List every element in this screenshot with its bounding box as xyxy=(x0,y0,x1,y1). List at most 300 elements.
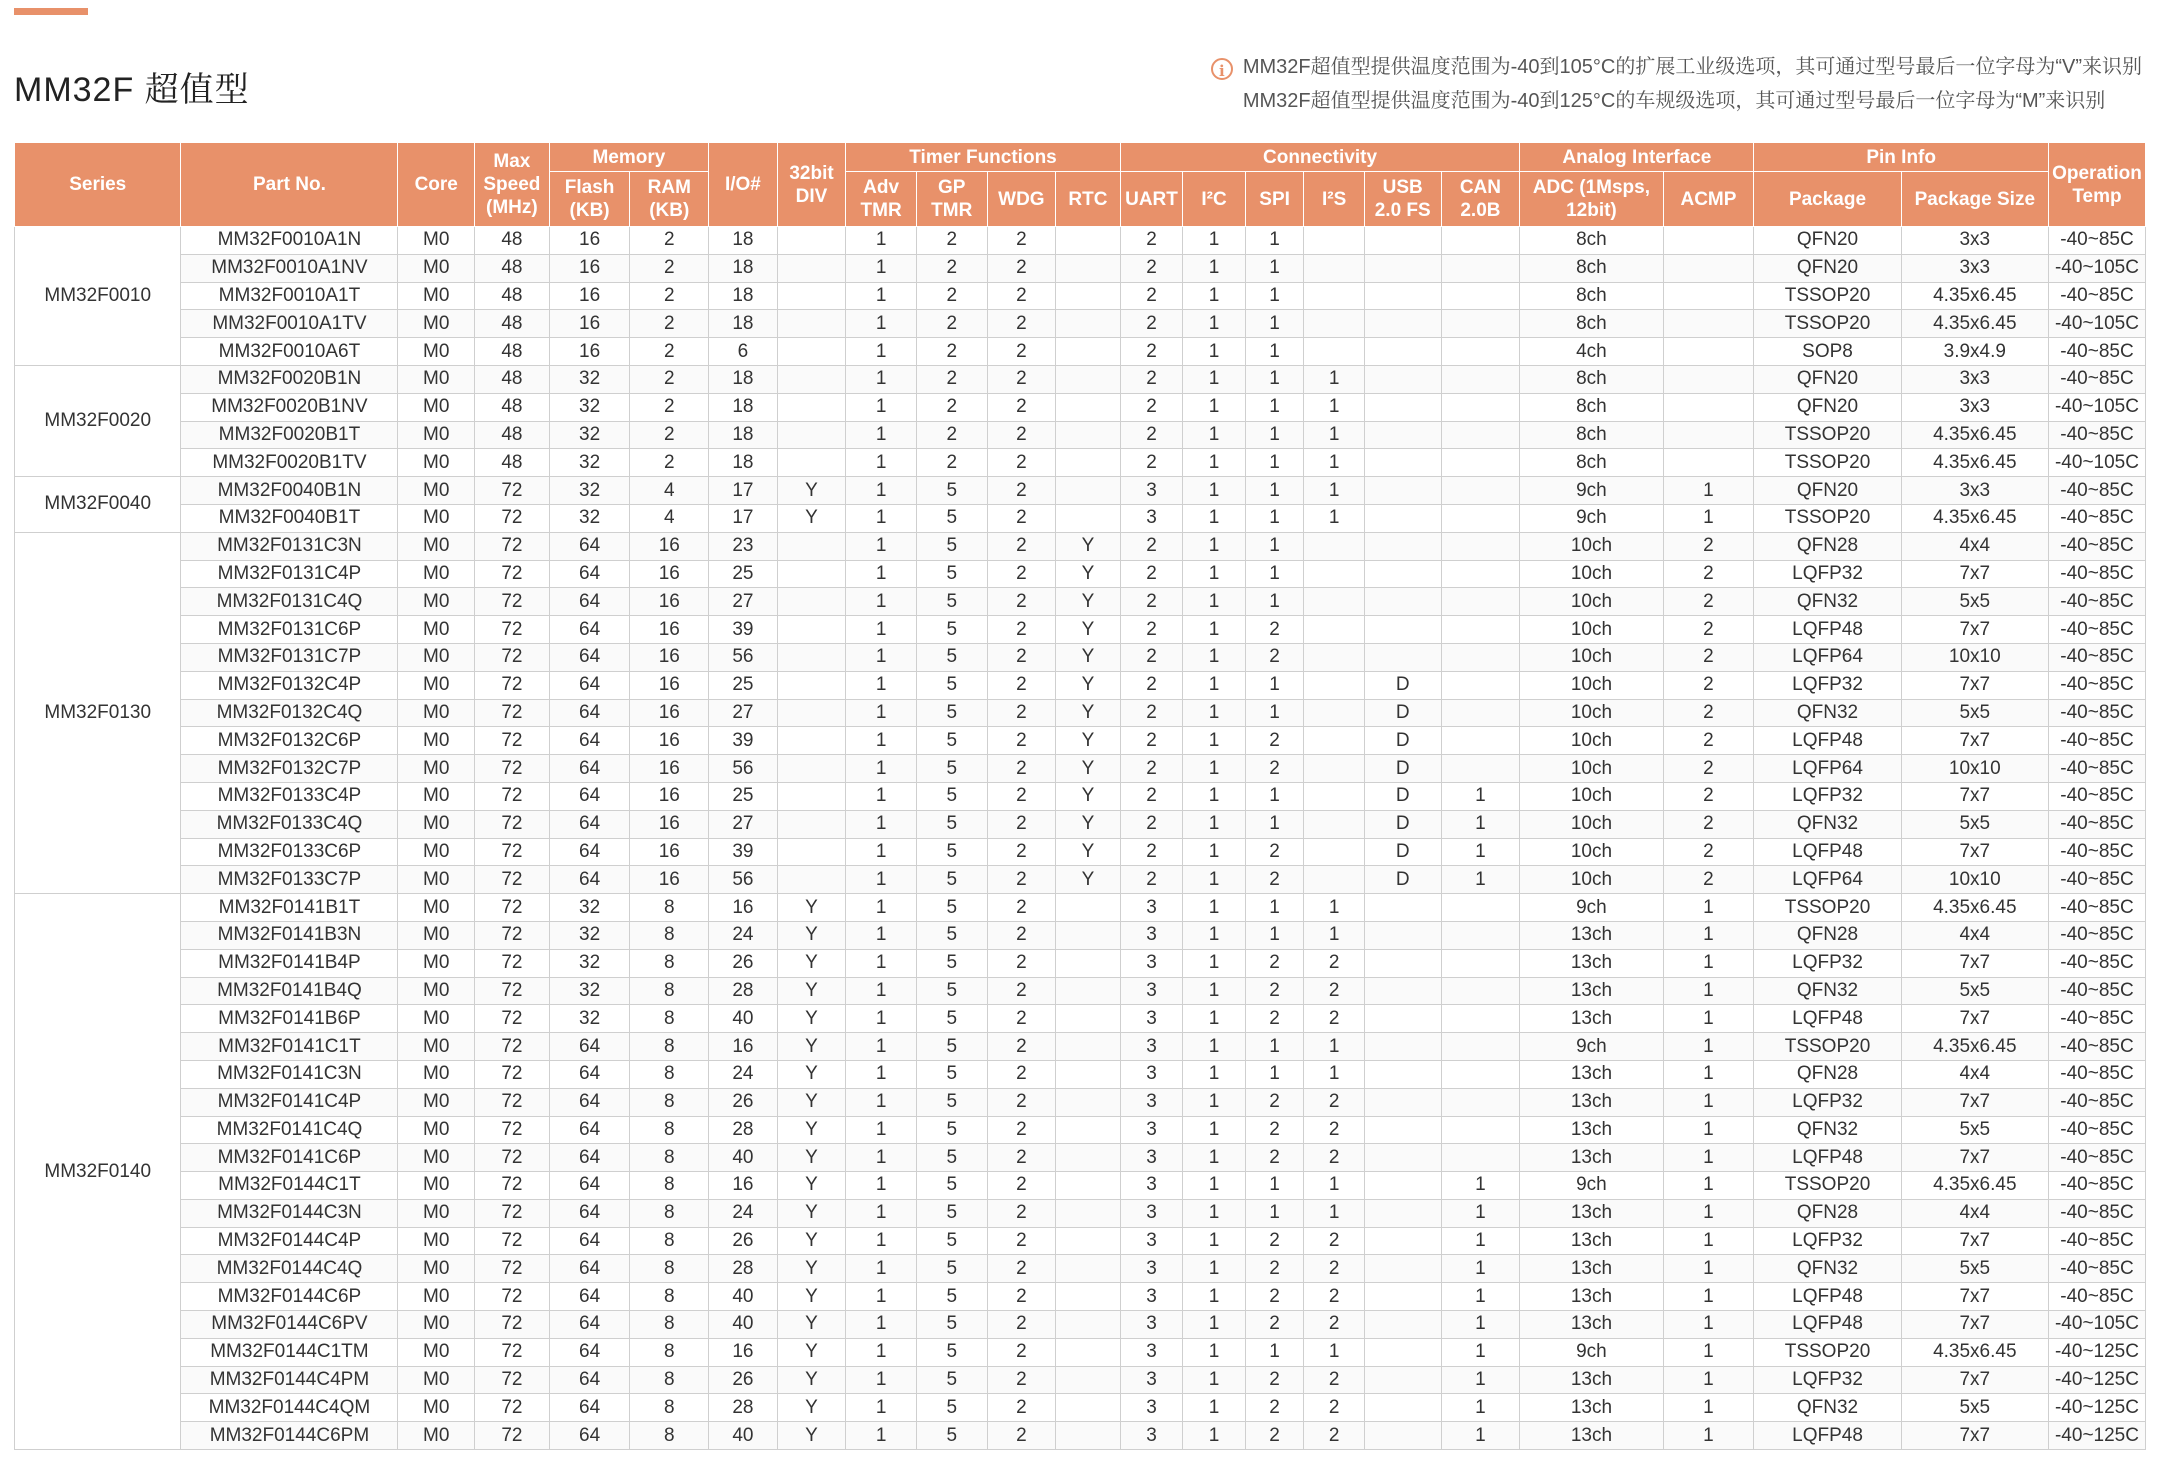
table-cell: 2 xyxy=(1120,727,1183,755)
title-accent-bar xyxy=(14,8,88,15)
table-row xyxy=(15,866,2146,894)
table-cell xyxy=(1364,1311,1441,1339)
table-cell: 64 xyxy=(549,838,630,866)
table-cell: TSSOP20 xyxy=(1754,421,1901,449)
table-cell: 1 xyxy=(1245,310,1304,338)
table-cell: 1 xyxy=(1245,393,1304,421)
table-cell: 8 xyxy=(630,1283,709,1311)
table-cell: M0 xyxy=(398,1060,475,1088)
table-cell: TSSOP20 xyxy=(1754,504,1901,532)
table-cell: Y xyxy=(777,1172,846,1200)
table-cell: M0 xyxy=(398,1088,475,1116)
table-cell: 48 xyxy=(475,421,550,449)
table-cell: 1 xyxy=(846,1283,917,1311)
table-cell: 64 xyxy=(549,1283,630,1311)
table-cell: 1 xyxy=(846,643,917,671)
table-cell: 4.35x6.45 xyxy=(1901,504,2048,532)
table-cell xyxy=(1304,838,1365,866)
table-cell xyxy=(1364,1227,1441,1255)
table-row xyxy=(15,1283,2146,1311)
table-cell xyxy=(777,616,846,644)
header-wdg: WDG xyxy=(987,172,1056,227)
table-cell: 1 xyxy=(1663,1394,1754,1422)
table-cell: QFN28 xyxy=(1754,921,1901,949)
table-cell xyxy=(1441,671,1520,699)
table-cell: M0 xyxy=(398,866,475,894)
table-cell: Y xyxy=(1056,616,1121,644)
table-cell: 72 xyxy=(475,1422,550,1450)
table-cell: 18 xyxy=(709,393,778,421)
table-cell: M0 xyxy=(398,1172,475,1200)
table-cell: 1 xyxy=(846,588,917,616)
table-cell: M0 xyxy=(398,1338,475,1366)
table-cell: 9ch xyxy=(1520,894,1663,922)
table-cell: -40~125C xyxy=(2048,1366,2145,1394)
table-cell: 1 xyxy=(1183,1172,1246,1200)
table-cell: 5 xyxy=(916,1227,987,1255)
table-cell: 7x7 xyxy=(1901,560,2048,588)
table-cell: D xyxy=(1364,699,1441,727)
table-cell: 16 xyxy=(630,616,709,644)
table-cell: QFN32 xyxy=(1754,810,1901,838)
table-cell: LQFP32 xyxy=(1754,1366,1901,1394)
table-cell: 1 xyxy=(1304,421,1365,449)
table-cell: M0 xyxy=(398,1366,475,1394)
table-cell xyxy=(1663,338,1754,366)
table-cell xyxy=(1441,421,1520,449)
table-cell: 4x4 xyxy=(1901,532,2048,560)
table-cell: 1 xyxy=(846,1422,917,1450)
table-cell: 1 xyxy=(1183,421,1246,449)
table-cell: 2 xyxy=(987,866,1056,894)
table-cell: 1 xyxy=(1663,921,1754,949)
table-cell: 5 xyxy=(916,949,987,977)
table-cell: 16 xyxy=(549,338,630,366)
table-cell: QFN32 xyxy=(1754,1394,1901,1422)
table-cell: M0 xyxy=(398,1005,475,1033)
table-cell xyxy=(1056,310,1121,338)
table-cell: -40~85C xyxy=(2048,365,2145,393)
header-flash: Flash (KB) xyxy=(549,172,630,227)
table-cell: 2 xyxy=(1245,1311,1304,1339)
table-cell: 8 xyxy=(630,1088,709,1116)
table-cell: 64 xyxy=(549,1199,630,1227)
table-cell: 8 xyxy=(630,894,709,922)
table-cell: 2 xyxy=(987,838,1056,866)
table-cell xyxy=(777,810,846,838)
table-cell: 2 xyxy=(916,338,987,366)
table-cell: LQFP48 xyxy=(1754,1311,1901,1339)
table-cell: 56 xyxy=(709,755,778,783)
table-row xyxy=(15,1199,2146,1227)
header-connectivity: Connectivity xyxy=(1120,143,1520,172)
table-cell xyxy=(1056,949,1121,977)
table-cell: Y xyxy=(1056,699,1121,727)
table-cell: 1 xyxy=(1183,1088,1246,1116)
table-cell xyxy=(1364,1033,1441,1061)
table-cell: 8 xyxy=(630,977,709,1005)
table-cell: 2 xyxy=(1120,588,1183,616)
table-cell: -40~105C xyxy=(2048,449,2145,477)
table-cell: MM32F0141C6P xyxy=(181,1144,398,1172)
table-cell: 3 xyxy=(1120,1255,1183,1283)
table-cell: -40~85C xyxy=(2048,699,2145,727)
table-cell: 72 xyxy=(475,921,550,949)
table-cell: D xyxy=(1364,838,1441,866)
table-cell xyxy=(1364,477,1441,505)
table-cell: 1 xyxy=(846,310,917,338)
header-package: Package xyxy=(1754,172,1901,227)
table-cell: 1 xyxy=(1304,393,1365,421)
table-cell: -40~85C xyxy=(2048,560,2145,588)
table-cell: 64 xyxy=(549,1172,630,1200)
table-cell: 7x7 xyxy=(1901,671,2048,699)
table-cell: 2 xyxy=(987,949,1056,977)
table-cell: 5 xyxy=(916,477,987,505)
table-cell: 8ch xyxy=(1520,449,1663,477)
table-cell: M0 xyxy=(398,921,475,949)
table-cell: 2 xyxy=(987,338,1056,366)
table-cell: 5 xyxy=(916,1255,987,1283)
table-cell: 1 xyxy=(1245,1060,1304,1088)
table-cell: 2 xyxy=(1120,643,1183,671)
table-cell: 9ch xyxy=(1520,1033,1663,1061)
table-cell: 1 xyxy=(1183,921,1246,949)
table-cell xyxy=(1364,365,1441,393)
header-io: I/O# xyxy=(709,143,778,227)
table-cell xyxy=(1663,421,1754,449)
table-cell xyxy=(1441,894,1520,922)
table-cell: 2 xyxy=(987,1199,1056,1227)
table-cell: 1 xyxy=(1183,977,1246,1005)
page-title: MM32F 超值型 xyxy=(14,71,250,109)
table-cell: MM32F0133C4P xyxy=(181,782,398,810)
table-cell: 1 xyxy=(1663,1199,1754,1227)
table-cell: -40~85C xyxy=(2048,282,2145,310)
table-cell: QFN20 xyxy=(1754,254,1901,282)
table-cell: 3 xyxy=(1120,1116,1183,1144)
table-cell: SOP8 xyxy=(1754,338,1901,366)
table-cell: -40~85C xyxy=(2048,977,2145,1005)
table-cell: 2 xyxy=(630,227,709,255)
table-cell xyxy=(1364,532,1441,560)
table-cell xyxy=(1304,755,1365,783)
table-cell: 2 xyxy=(1304,1422,1365,1450)
table-cell: 1 xyxy=(1304,449,1365,477)
table-cell: 1 xyxy=(846,1088,917,1116)
table-cell: 1 xyxy=(1183,588,1246,616)
table-cell: Y xyxy=(777,1033,846,1061)
table-cell: 3x3 xyxy=(1901,477,2048,505)
table-row xyxy=(15,449,2146,477)
table-cell: 8 xyxy=(630,1199,709,1227)
header-usb: USB 2.0 FS xyxy=(1364,172,1441,227)
table-cell: 5 xyxy=(916,1033,987,1061)
table-cell: 2 xyxy=(1245,949,1304,977)
table-cell: 3 xyxy=(1120,1338,1183,1366)
table-cell: 2 xyxy=(1663,755,1754,783)
table-cell xyxy=(1304,588,1365,616)
table-cell: 1 xyxy=(1663,1255,1754,1283)
table-cell xyxy=(1056,1172,1121,1200)
table-cell: 72 xyxy=(475,810,550,838)
table-cell: 1 xyxy=(846,949,917,977)
table-cell: M0 xyxy=(398,643,475,671)
table-cell: 2 xyxy=(987,782,1056,810)
table-cell: 1 xyxy=(1663,1033,1754,1061)
table-cell: 5 xyxy=(916,782,987,810)
header-adv-tmr: Adv TMR xyxy=(846,172,917,227)
table-cell: 5x5 xyxy=(1901,1116,2048,1144)
table-cell: MM32F0144C4PM xyxy=(181,1366,398,1394)
table-cell: 2 xyxy=(1304,1283,1365,1311)
table-cell: 64 xyxy=(549,1088,630,1116)
table-cell: 64 xyxy=(549,1338,630,1366)
table-cell: MM32F0131C7P xyxy=(181,643,398,671)
table-cell xyxy=(1441,755,1520,783)
table-cell: 64 xyxy=(549,616,630,644)
table-cell: 2 xyxy=(987,616,1056,644)
table-cell xyxy=(1441,227,1520,255)
table-cell xyxy=(1441,727,1520,755)
table-cell: 7x7 xyxy=(1901,727,2048,755)
table-cell: -40~85C xyxy=(2048,1283,2145,1311)
table-cell: 72 xyxy=(475,1144,550,1172)
table-cell: 27 xyxy=(709,810,778,838)
table-cell: 1 xyxy=(1304,1060,1365,1088)
table-cell xyxy=(1441,504,1520,532)
table-cell: 48 xyxy=(475,393,550,421)
table-cell: 72 xyxy=(475,727,550,755)
table-cell: 1 xyxy=(1245,338,1304,366)
table-cell: 72 xyxy=(475,1366,550,1394)
table-cell: 1 xyxy=(1663,1283,1754,1311)
table-cell: 8ch xyxy=(1520,310,1663,338)
table-cell: 2 xyxy=(1245,1283,1304,1311)
table-cell xyxy=(1441,365,1520,393)
table-cell: MM32F0132C4Q xyxy=(181,699,398,727)
table-cell: MM32F0141C3N xyxy=(181,1060,398,1088)
table-cell: -40~105C xyxy=(2048,254,2145,282)
table-cell: 64 xyxy=(549,1394,630,1422)
table-cell: 10ch xyxy=(1520,588,1663,616)
table-cell: 1 xyxy=(1441,810,1520,838)
table-cell: MM32F0141B4P xyxy=(181,949,398,977)
table-cell: 1 xyxy=(1183,616,1246,644)
table-cell: 5 xyxy=(916,504,987,532)
table-cell: 4.35x6.45 xyxy=(1901,1033,2048,1061)
table-cell: 7x7 xyxy=(1901,838,2048,866)
table-cell: Y xyxy=(777,1199,846,1227)
table-cell: 18 xyxy=(709,282,778,310)
table-cell: 5 xyxy=(916,1422,987,1450)
table-cell: 72 xyxy=(475,1199,550,1227)
table-cell xyxy=(1441,1144,1520,1172)
table-cell: 1 xyxy=(1663,1060,1754,1088)
table-cell: MM32F0010A1NV xyxy=(181,254,398,282)
table-cell: LQFP32 xyxy=(1754,1088,1901,1116)
table-cell: MM32F0144C4QM xyxy=(181,1394,398,1422)
table-cell xyxy=(1364,449,1441,477)
table-cell: 2 xyxy=(1663,588,1754,616)
table-cell: 3 xyxy=(1120,1283,1183,1311)
table-cell: 2 xyxy=(987,1144,1056,1172)
table-cell xyxy=(777,227,846,255)
table-cell: 72 xyxy=(475,477,550,505)
table-cell: 1 xyxy=(1663,949,1754,977)
table-cell: -40~105C xyxy=(2048,1311,2145,1339)
table-cell: 1 xyxy=(846,560,917,588)
table-cell: 1 xyxy=(1245,254,1304,282)
table-cell xyxy=(1364,894,1441,922)
table-cell: 2 xyxy=(1120,866,1183,894)
table-cell: QFN28 xyxy=(1754,1060,1901,1088)
table-cell: 27 xyxy=(709,588,778,616)
table-cell: 2 xyxy=(1663,699,1754,727)
table-cell: 1 xyxy=(1304,1172,1365,1200)
table-cell xyxy=(1663,310,1754,338)
table-cell: -40~85C xyxy=(2048,643,2145,671)
table-cell: 25 xyxy=(709,671,778,699)
table-cell xyxy=(777,421,846,449)
table-cell: 5x5 xyxy=(1901,977,2048,1005)
table-cell: 1 xyxy=(1183,1255,1246,1283)
table-cell: MM32F0020B1NV xyxy=(181,393,398,421)
table-cell xyxy=(1364,1005,1441,1033)
table-cell: 2 xyxy=(1245,727,1304,755)
table-cell: 7x7 xyxy=(1901,616,2048,644)
table-cell: 3 xyxy=(1120,1366,1183,1394)
table-cell: 3 xyxy=(1120,1394,1183,1422)
table-cell: 1 xyxy=(846,365,917,393)
table-row xyxy=(15,1144,2146,1172)
table-cell: 3.9x4.9 xyxy=(1901,338,2048,366)
table-cell: 64 xyxy=(549,755,630,783)
table-cell: 1 xyxy=(1183,1116,1246,1144)
table-cell: 1 xyxy=(846,1338,917,1366)
table-cell xyxy=(777,838,846,866)
table-cell: 18 xyxy=(709,421,778,449)
table-cell: Y xyxy=(1056,532,1121,560)
table-cell xyxy=(777,449,846,477)
table-cell: 1 xyxy=(1304,477,1365,505)
table-cell: 64 xyxy=(549,1366,630,1394)
table-cell: 2 xyxy=(1120,282,1183,310)
table-row xyxy=(15,588,2146,616)
table-cell: 2 xyxy=(1245,1422,1304,1450)
table-cell xyxy=(1056,477,1121,505)
table-cell xyxy=(1441,477,1520,505)
table-cell: 2 xyxy=(987,1394,1056,1422)
header-uart: UART xyxy=(1120,172,1183,227)
table-cell xyxy=(1441,532,1520,560)
table-cell: 64 xyxy=(549,727,630,755)
table-cell: LQFP64 xyxy=(1754,643,1901,671)
table-cell: Y xyxy=(777,977,846,1005)
table-cell: M0 xyxy=(398,782,475,810)
table-cell: 3 xyxy=(1120,949,1183,977)
table-cell: M0 xyxy=(398,1283,475,1311)
table-cell xyxy=(1441,282,1520,310)
table-cell: 72 xyxy=(475,894,550,922)
table-cell xyxy=(1056,282,1121,310)
table-cell: Y xyxy=(777,1060,846,1088)
table-cell: 2 xyxy=(987,421,1056,449)
table-cell: 10ch xyxy=(1520,838,1663,866)
table-cell: 2 xyxy=(1245,1227,1304,1255)
table-cell: M0 xyxy=(398,727,475,755)
table-cell xyxy=(1304,810,1365,838)
table-cell: 13ch xyxy=(1520,977,1663,1005)
table-cell: Y xyxy=(1056,560,1121,588)
table-cell: M0 xyxy=(398,449,475,477)
table-cell: M0 xyxy=(398,560,475,588)
table-cell: -40~85C xyxy=(2048,338,2145,366)
table-cell: 1 xyxy=(1441,1227,1520,1255)
table-cell: -40~85C xyxy=(2048,1088,2145,1116)
table-cell: Y xyxy=(777,1422,846,1450)
table-cell: 2 xyxy=(1304,977,1365,1005)
table-cell: 3 xyxy=(1120,1199,1183,1227)
table-cell: 1 xyxy=(1183,727,1246,755)
table-cell xyxy=(777,755,846,783)
table-cell: LQFP48 xyxy=(1754,1283,1901,1311)
table-cell: 7x7 xyxy=(1901,1366,2048,1394)
table-row xyxy=(15,977,2146,1005)
table-cell: 2 xyxy=(987,532,1056,560)
table-cell: 5x5 xyxy=(1901,1255,2048,1283)
table-cell: 13ch xyxy=(1520,1283,1663,1311)
table-cell: M0 xyxy=(398,227,475,255)
table-cell: 13ch xyxy=(1520,949,1663,977)
table-cell xyxy=(1056,1088,1121,1116)
table-cell xyxy=(1056,504,1121,532)
table-cell: 17 xyxy=(709,477,778,505)
table-cell xyxy=(1364,282,1441,310)
table-cell: -40~85C xyxy=(2048,532,2145,560)
table-cell: 28 xyxy=(709,1255,778,1283)
table-row xyxy=(15,227,2146,255)
table-cell xyxy=(1304,560,1365,588)
table-cell: -40~85C xyxy=(2048,421,2145,449)
table-cell: 8 xyxy=(630,1311,709,1339)
table-cell: 2 xyxy=(1245,1005,1304,1033)
table-row xyxy=(15,338,2146,366)
table-cell: 1 xyxy=(846,977,917,1005)
table-cell xyxy=(777,365,846,393)
table-cell: MM32F0144C1T xyxy=(181,1172,398,1200)
table-cell: 16 xyxy=(630,643,709,671)
notes-block xyxy=(1211,50,2142,118)
table-cell: 27 xyxy=(709,699,778,727)
table-cell: LQFP48 xyxy=(1754,727,1901,755)
table-cell xyxy=(1056,227,1121,255)
table-cell: 72 xyxy=(475,1172,550,1200)
table-cell: Y xyxy=(777,1311,846,1339)
table-cell: 1 xyxy=(1245,449,1304,477)
table-row xyxy=(15,1394,2146,1422)
table-cell: M0 xyxy=(398,755,475,783)
table-cell: 4ch xyxy=(1520,338,1663,366)
table-cell: M0 xyxy=(398,393,475,421)
table-cell: LQFP32 xyxy=(1754,782,1901,810)
table-cell: 72 xyxy=(475,560,550,588)
table-cell: 1 xyxy=(1304,1033,1365,1061)
table-cell: M0 xyxy=(398,838,475,866)
table-cell: 2 xyxy=(987,1366,1056,1394)
table-cell: -40~85C xyxy=(2048,894,2145,922)
table-cell: 2 xyxy=(1304,949,1365,977)
